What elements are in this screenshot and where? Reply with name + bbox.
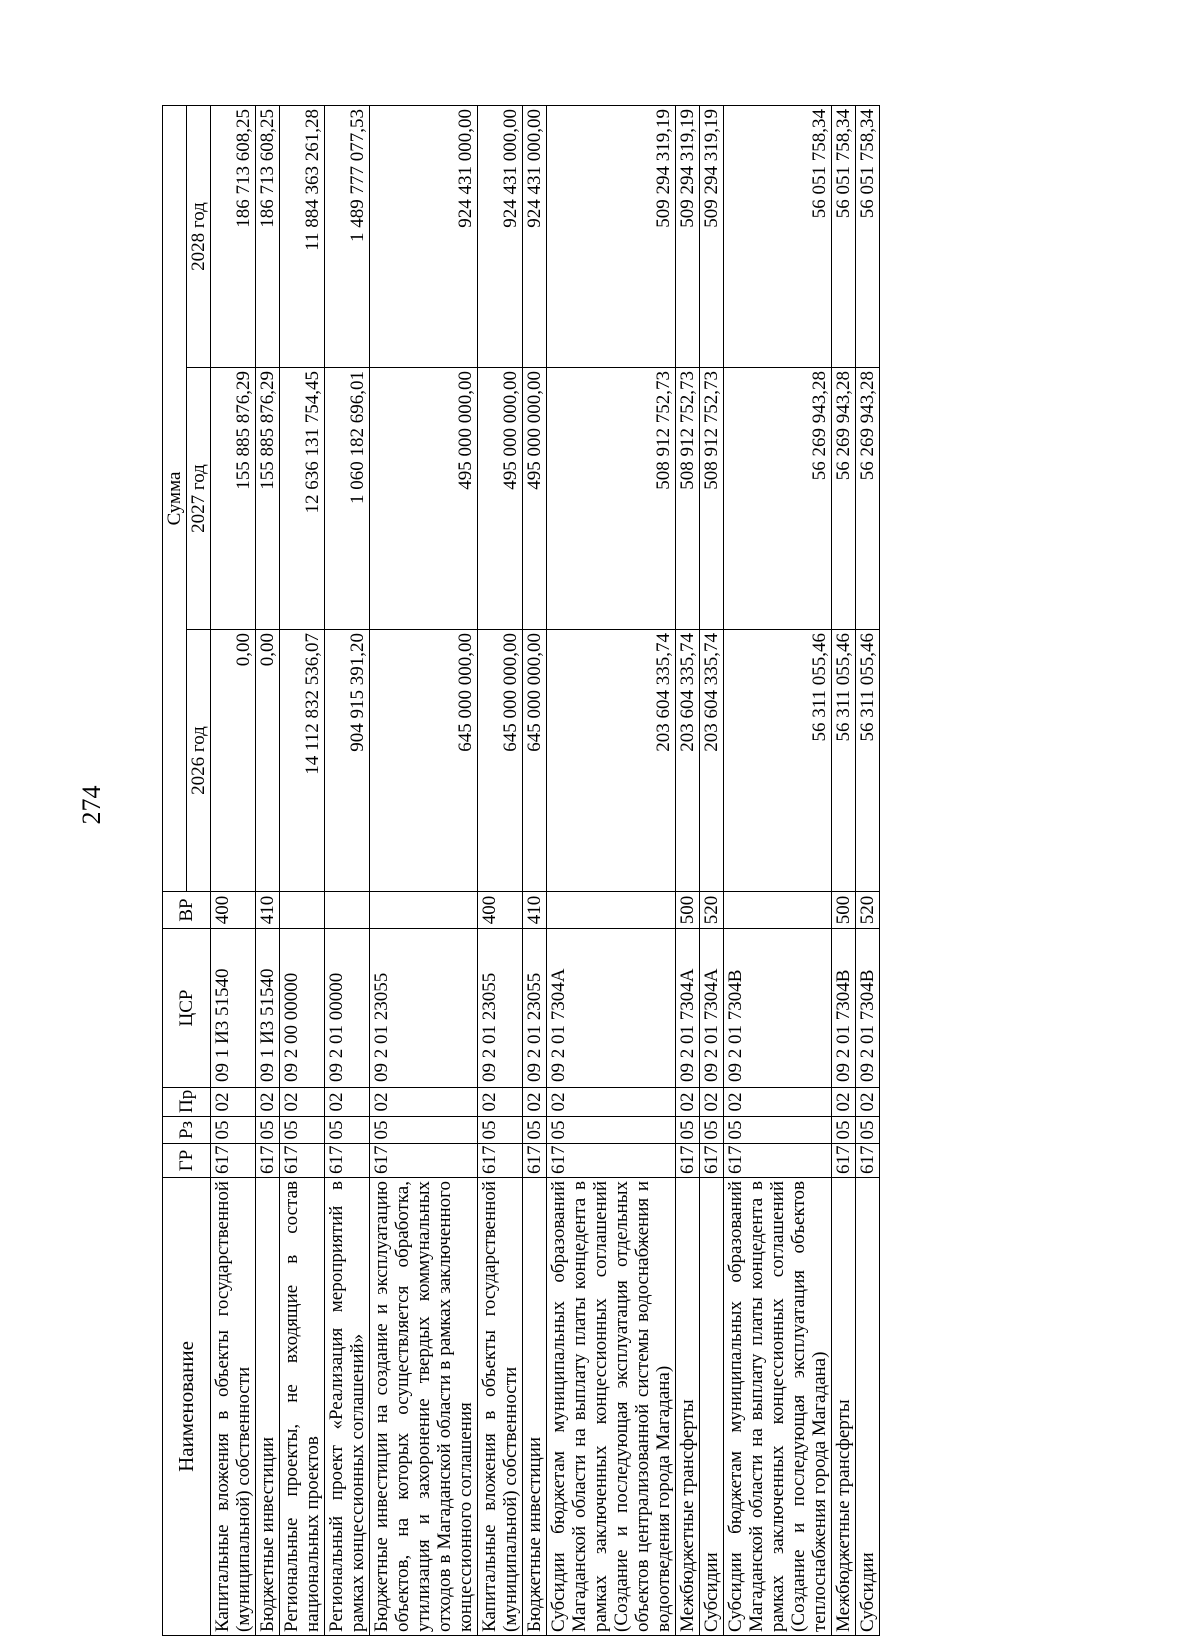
header-name: Наименование: [163, 1178, 211, 1636]
cell-2028: 186 713 608,25: [256, 105, 280, 367]
cell-rz: 05: [280, 1117, 325, 1144]
cell-vr: [370, 892, 478, 929]
cell-pr: 02: [547, 1088, 676, 1117]
cell-csr: 09 2 00 00000: [280, 929, 325, 1088]
table-row: [370, 105, 478, 1635]
cell-gr: 617: [724, 1144, 832, 1178]
table-row: [211, 105, 256, 1635]
cell-2026: 0,00: [211, 630, 256, 892]
cell-name: Капитальные вложения в объекты государственной (муниципальной) собственности: [478, 1178, 523, 1636]
cell-2028: 1 489 777 077,53: [325, 105, 370, 367]
header-2027: 2027 год: [187, 368, 211, 630]
cell-name: Межбюджетные трансферты: [676, 1178, 700, 1636]
cell-gr: 617: [280, 1144, 325, 1178]
budget-table: [162, 105, 880, 1636]
cell-rz: 05: [523, 1117, 547, 1144]
cell-pr: 02: [280, 1088, 325, 1117]
cell-rz: 05: [676, 1117, 700, 1144]
cell-2027: 495 000 000,00: [478, 368, 523, 630]
cell-name: Бюджетные инвестиции: [256, 1178, 280, 1636]
cell-gr: 617: [856, 1144, 880, 1178]
cell-name: Субсидии: [856, 1178, 880, 1636]
cell-2028: 56 051 758,34: [856, 105, 880, 367]
cell-pr: 02: [676, 1088, 700, 1117]
table-row: [856, 105, 880, 1635]
header-2026: 2026 год: [187, 630, 211, 892]
cell-2027: 56 269 943,28: [856, 368, 880, 630]
header-sum: Сумма: [163, 105, 187, 891]
cell-vr: 400: [211, 892, 256, 929]
cell-name: Бюджетные инвестиции на создание и эксплуатацию объектов, на которых осуществляется обработка, утилизация и захоронение твердых коммунальных отходов в Магаданской области в рамках заключенного концессионного соглашения: [370, 1178, 478, 1636]
cell-name: Межбюджетные трансферты: [832, 1178, 856, 1636]
cell-gr: 617: [700, 1144, 724, 1178]
cell-2028: 924 431 000,00: [523, 105, 547, 367]
cell-name: Региональные проекты, не входящие в состав национальных проектов: [280, 1178, 325, 1636]
rotated-table-container: [162, 106, 1062, 1636]
cell-name: Региональный проект «Реализация мероприятий в рамках концессионных соглашений»: [325, 1178, 370, 1636]
page-number: 274: [77, 785, 106, 825]
cell-csr: 09 1 И3 51540: [256, 929, 280, 1088]
cell-vr: [724, 892, 832, 929]
cell-2026: 14 112 832 536,07: [280, 630, 325, 892]
cell-csr: 09 2 01 23055: [523, 929, 547, 1088]
cell-vr: [547, 892, 676, 929]
cell-csr: 09 1 И3 51540: [211, 929, 256, 1088]
cell-gr: 617: [832, 1144, 856, 1178]
cell-gr: 617: [211, 1144, 256, 1178]
cell-pr: 02: [370, 1088, 478, 1117]
table-row: [256, 105, 280, 1635]
cell-gr: 617: [370, 1144, 478, 1178]
cell-vr: 400: [478, 892, 523, 929]
header-2028: 2028 год: [187, 105, 211, 367]
table-row: [280, 105, 325, 1635]
cell-pr: 02: [856, 1088, 880, 1117]
cell-2028: 924 431 000,00: [478, 105, 523, 367]
table-row: [676, 105, 700, 1635]
cell-2028: 509 294 319,19: [547, 105, 676, 367]
cell-2026: 0,00: [256, 630, 280, 892]
table-row: [523, 105, 547, 1635]
header-vr: ВР: [163, 892, 211, 929]
cell-pr: 02: [325, 1088, 370, 1117]
table-body: [211, 105, 880, 1635]
cell-csr: 09 2 01 7304В: [856, 929, 880, 1088]
cell-pr: 02: [832, 1088, 856, 1117]
cell-csr: 09 2 01 7304А: [676, 929, 700, 1088]
cell-2026: 56 311 055,46: [856, 630, 880, 892]
cell-rz: 05: [325, 1117, 370, 1144]
table-row: [325, 105, 370, 1635]
cell-pr: 02: [211, 1088, 256, 1117]
cell-vr: 500: [676, 892, 700, 929]
cell-vr: 520: [856, 892, 880, 929]
cell-2027: 56 269 943,28: [832, 368, 856, 630]
header-rz: Рз: [163, 1117, 211, 1144]
cell-gr: 617: [478, 1144, 523, 1178]
cell-2026: 645 000 000,00: [478, 630, 523, 892]
cell-2026: 203 604 335,74: [700, 630, 724, 892]
table-row: [724, 105, 832, 1635]
cell-2027: 1 060 182 696,01: [325, 368, 370, 630]
cell-gr: 617: [256, 1144, 280, 1178]
cell-2026: 645 000 000,00: [370, 630, 478, 892]
table-header: [163, 105, 211, 1635]
cell-rz: 05: [256, 1117, 280, 1144]
table-row: [700, 105, 724, 1635]
cell-name: Субсидии бюджетам муниципальных образований Магаданской области на выплату платы концедента в рамках заключенных концессионных соглашений (Создание и последующая эксплуатация объектов теплоснабжения города Магадана): [724, 1178, 832, 1636]
cell-gr: 617: [547, 1144, 676, 1178]
cell-2027: 12 636 131 754,45: [280, 368, 325, 630]
cell-2026: 203 604 335,74: [676, 630, 700, 892]
cell-gr: 617: [523, 1144, 547, 1178]
cell-2027: 508 912 752,73: [547, 368, 676, 630]
cell-2026: 904 915 391,20: [325, 630, 370, 892]
cell-pr: 02: [478, 1088, 523, 1117]
table-row: [478, 105, 523, 1635]
cell-vr: 520: [700, 892, 724, 929]
cell-2026: 645 000 000,00: [523, 630, 547, 892]
cell-2027: 155 885 876,29: [256, 368, 280, 630]
cell-2027: 155 885 876,29: [211, 368, 256, 630]
cell-2027: 495 000 000,00: [523, 368, 547, 630]
cell-2028: 56 051 758,34: [724, 105, 832, 367]
cell-2027: 508 912 752,73: [676, 368, 700, 630]
cell-name: Бюджетные инвестиции: [523, 1178, 547, 1636]
cell-csr: 09 2 01 23055: [370, 929, 478, 1088]
cell-csr: 09 2 01 7304В: [832, 929, 856, 1088]
cell-vr: 500: [832, 892, 856, 929]
cell-2028: 509 294 319,19: [676, 105, 700, 367]
cell-csr: 09 2 01 00000: [325, 929, 370, 1088]
cell-2028: 924 431 000,00: [370, 105, 478, 367]
cell-rz: 05: [700, 1117, 724, 1144]
header-csr: ЦСР: [163, 929, 211, 1088]
header-gr: ГР: [163, 1144, 211, 1178]
cell-rz: 05: [724, 1117, 832, 1144]
cell-2028: 56 051 758,34: [832, 105, 856, 367]
cell-2026: 56 311 055,46: [832, 630, 856, 892]
cell-pr: 02: [724, 1088, 832, 1117]
cell-rz: 05: [478, 1117, 523, 1144]
cell-rz: 05: [370, 1117, 478, 1144]
cell-vr: [325, 892, 370, 929]
cell-name: Субсидии бюджетам муниципальных образований Магаданской области на выплату платы концедента в рамках заключенных концессионных соглашений (Создание и последующая эксплуатация отдельных объектов централизованной системы водоснабжения и водоотведения города Магадана): [547, 1178, 676, 1636]
cell-vr: 410: [256, 892, 280, 929]
cell-rz: 05: [856, 1117, 880, 1144]
cell-gr: 617: [676, 1144, 700, 1178]
cell-pr: 02: [523, 1088, 547, 1117]
cell-csr: 09 2 01 23055: [478, 929, 523, 1088]
cell-pr: 02: [256, 1088, 280, 1117]
table-row: [547, 105, 676, 1635]
cell-2027: 495 000 000,00: [370, 368, 478, 630]
cell-2026: 56 311 055,46: [724, 630, 832, 892]
cell-2028: 509 294 319,19: [700, 105, 724, 367]
cell-csr: 09 2 01 7304А: [547, 929, 676, 1088]
cell-2028: 11 884 363 261,28: [280, 105, 325, 367]
cell-vr: [280, 892, 325, 929]
cell-rz: 05: [832, 1117, 856, 1144]
cell-name: Субсидии: [700, 1178, 724, 1636]
cell-name: Капитальные вложения в объекты государственной (муниципальной) собственности: [211, 1178, 256, 1636]
header-pr: Пр: [163, 1088, 211, 1117]
cell-pr: 02: [700, 1088, 724, 1117]
cell-2026: 203 604 335,74: [547, 630, 676, 892]
cell-vr: 410: [523, 892, 547, 929]
cell-csr: 09 2 01 7304А: [700, 929, 724, 1088]
cell-2027: 56 269 943,28: [724, 368, 832, 630]
cell-2028: 186 713 608,25: [211, 105, 256, 367]
cell-rz: 05: [211, 1117, 256, 1144]
cell-2027: 508 912 752,73: [700, 368, 724, 630]
cell-gr: 617: [325, 1144, 370, 1178]
cell-rz: 05: [547, 1117, 676, 1144]
table-row: [832, 105, 856, 1635]
cell-csr: 09 2 01 7304В: [724, 929, 832, 1088]
